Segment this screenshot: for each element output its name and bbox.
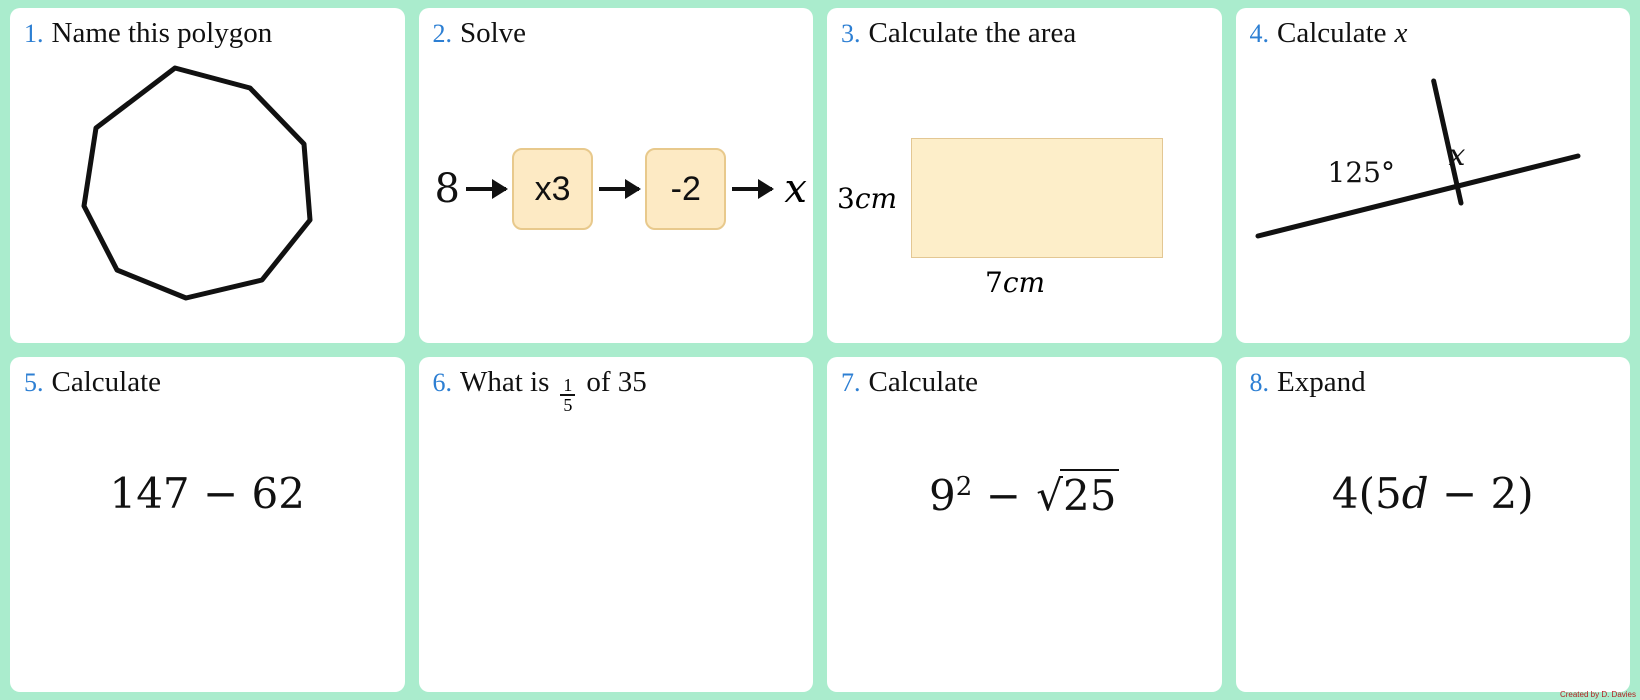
question-2-figure bbox=[419, 60, 814, 343]
question-number: 1. bbox=[24, 19, 44, 48]
question-number: 6. bbox=[432, 368, 452, 397]
question-2-header bbox=[433, 18, 804, 50]
fraction-numerator: 1 bbox=[560, 376, 575, 396]
function-machine bbox=[429, 144, 808, 234]
question-4-header bbox=[1250, 18, 1621, 50]
power-exponent: 2 bbox=[955, 472, 973, 502]
question-3-header bbox=[841, 18, 1212, 50]
question-number: 2. bbox=[432, 19, 452, 48]
question-number: 7. bbox=[841, 368, 861, 397]
question-8-figure bbox=[1236, 409, 1631, 692]
minus-sign: − bbox=[985, 471, 1021, 520]
machine-operation-2: -2 bbox=[645, 148, 726, 230]
expression-expand bbox=[1236, 469, 1631, 518]
question-7-header bbox=[841, 367, 1212, 399]
question-4-figure bbox=[1236, 60, 1631, 343]
question-number: 5. bbox=[24, 368, 44, 397]
machine-input-value: 8 bbox=[434, 166, 460, 212]
credit-label: Created by D. Davies bbox=[1559, 690, 1636, 699]
question-1-header bbox=[24, 18, 395, 50]
question-6-figure bbox=[419, 409, 814, 692]
question-title: Calculate bbox=[51, 366, 162, 398]
expression-variable: d bbox=[1401, 469, 1429, 518]
question-title-prefix: What is bbox=[460, 366, 550, 398]
question-8-header bbox=[1250, 367, 1621, 399]
question-card-3[interactable] bbox=[827, 8, 1222, 343]
question-title: Expand bbox=[1277, 366, 1366, 398]
question-5-header bbox=[24, 367, 395, 399]
rectangle-shape bbox=[911, 138, 1163, 258]
question-card-6[interactable] bbox=[419, 357, 814, 692]
question-card-4[interactable] bbox=[1236, 8, 1631, 343]
question-card-8[interactable] bbox=[1236, 357, 1631, 692]
question-title: Calculate the area bbox=[868, 17, 1077, 49]
nonagon-shape bbox=[10, 60, 390, 320]
square-root bbox=[1034, 469, 1119, 520]
machine-operation-1: x3 bbox=[512, 148, 593, 230]
question-title: Solve bbox=[460, 17, 527, 49]
arrow-icon bbox=[732, 187, 772, 191]
arrow-icon bbox=[466, 187, 506, 191]
question-number: 3. bbox=[841, 19, 861, 48]
question-1-figure bbox=[10, 60, 405, 343]
radical-icon: √ bbox=[1036, 471, 1064, 520]
expression-coefficient: 4(5 bbox=[1331, 469, 1402, 518]
angle-unknown-label: x bbox=[1448, 138, 1466, 173]
arrow-icon bbox=[599, 187, 639, 191]
question-3-figure bbox=[827, 60, 1222, 343]
machine-output-value: x bbox=[784, 166, 807, 212]
question-title-variable: x bbox=[1394, 17, 1408, 49]
question-title: Calculate bbox=[1277, 17, 1387, 49]
expression-text: 147 − 62 bbox=[109, 469, 305, 518]
angle-value-label: 125° bbox=[1327, 156, 1395, 189]
question-5-figure bbox=[10, 409, 405, 692]
question-number: 8. bbox=[1249, 368, 1269, 397]
question-7-figure bbox=[827, 409, 1222, 692]
rectangle-width-label: 7cm bbox=[985, 266, 1046, 299]
rectangle-height-label: 3cm bbox=[837, 182, 898, 215]
power-base: 9 bbox=[929, 471, 956, 520]
fraction-denominator: 5 bbox=[563, 395, 573, 416]
expression-tail: − 2) bbox=[1428, 469, 1534, 518]
question-title-suffix: of 35 bbox=[586, 366, 647, 398]
question-title: Calculate bbox=[868, 366, 979, 398]
radicand-value: 25 bbox=[1060, 469, 1119, 520]
question-number: 4. bbox=[1249, 19, 1269, 48]
question-card-5[interactable] bbox=[10, 357, 405, 692]
question-card-2[interactable] bbox=[419, 8, 814, 343]
question-card-1[interactable] bbox=[10, 8, 405, 343]
question-card-7[interactable] bbox=[827, 357, 1222, 692]
question-title: Name this polygon bbox=[51, 17, 273, 49]
expression-root bbox=[827, 469, 1222, 520]
angle-diagram bbox=[1236, 60, 1626, 290]
question-6-header bbox=[433, 367, 804, 415]
